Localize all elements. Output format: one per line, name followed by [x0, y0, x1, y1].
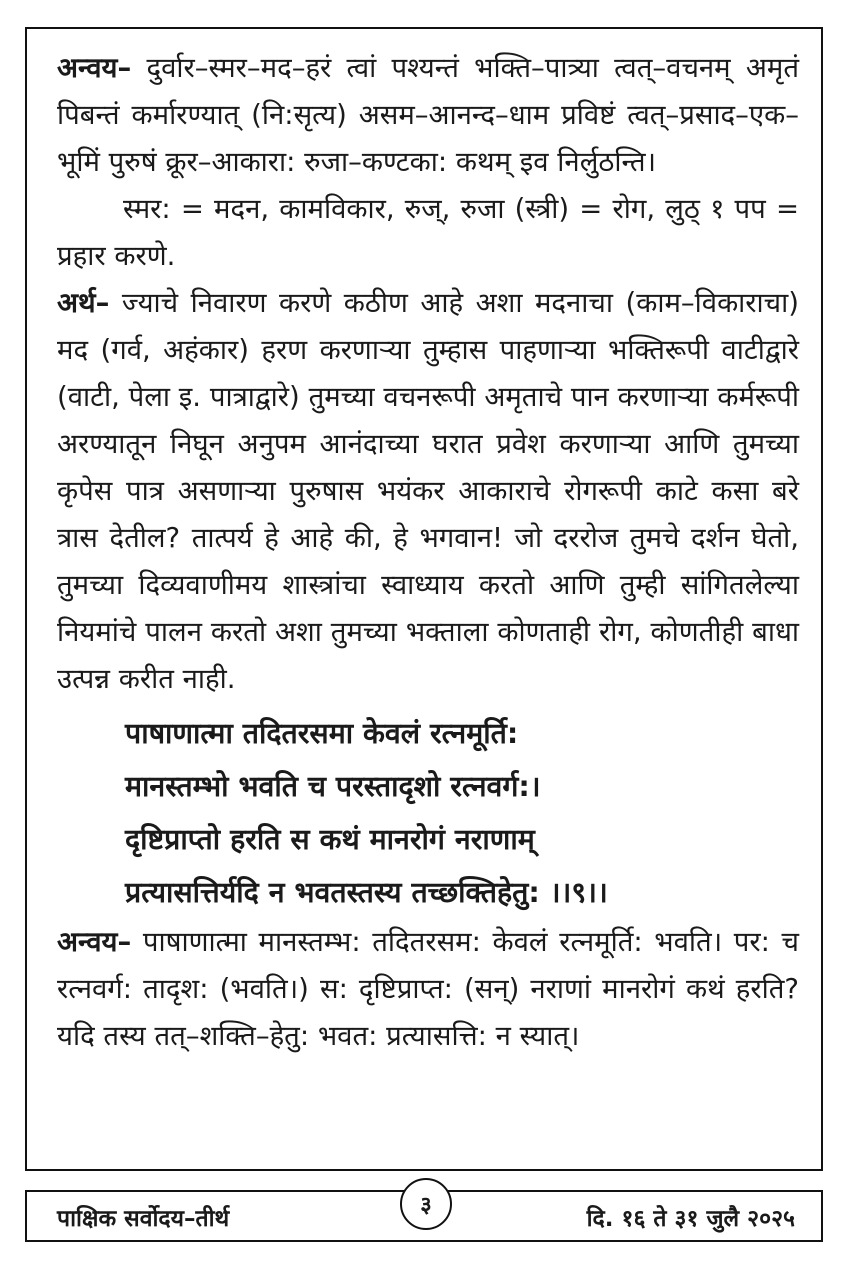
- verse-line: पाषाणात्मा तदितरसमा केवलं रत्नमूर्ति:: [125, 717, 519, 750]
- page-number: ३: [400, 1178, 452, 1230]
- verse-line: मानस्तम्भो भवति च परस्तादृशो रत्नवर्ग:।: [125, 770, 541, 803]
- page-content: [57, 45, 799, 1060]
- verse-line: दृष्टिप्राप्तो हरति स कथं मानरोगं नराणाम्: [125, 823, 535, 856]
- anvaya-label: अन्वय–: [57, 52, 132, 84]
- verse-line: प्रत्यासत्तिर्यदि न भवतस्तस्य तच्छक्तिहेतु: ।।९।।: [125, 876, 608, 909]
- anvaya-paragraph: [57, 45, 799, 186]
- anvaya-label-2: अन्वय–: [57, 926, 132, 958]
- glossary-paragraph: स्मर: = मदन, कामविकार, रुज्, रुजा (स्त्री) = रोग, लुठ् १ पप = प्रहार करणे.: [57, 193, 799, 272]
- anvaya-text-2: पाषाणात्मा मानस्तम्भ: तदितरसम: केवलं रत्नमूर्ति: भवति। पर: च रत्नवर्ग: तादृश: (भवति।) स: दृष्टिप्राप्त: (सन्) नराणां मानरोगं कथं हरति? यदि तस्य तत्–शक्ति–हेतु: भवत: प्रत्यासत्ति: न स्यात्।: [57, 926, 799, 1052]
- page-frame: [25, 27, 823, 1171]
- page-footer: [25, 1190, 823, 1242]
- artha-label: अर्थ–: [57, 287, 110, 319]
- issue-date: दि. १६ ते ३१ जुलै २०२५: [586, 1206, 795, 1232]
- verse-block: [57, 707, 799, 919]
- anvaya-paragraph-2: [57, 919, 799, 1060]
- artha-text: ज्याचे निवारण करणे कठीण आहे अशा मदनाचा (काम–विकाराचा) मद (गर्व, अहंकार) हरण करणाऱ्या तुम्हास पाहणाऱ्या भक्तिरूपी वाटीद्वारे (वाटी, पेला इ. पात्राद्वारे) तुमच्या वचनरूपी अमृताचे पान करणाऱ्या कर्मरूपी अरण्यातून निघून अनुपम आनंदाच्या घरात प्रवेश करणाऱ्या आणि तुमच्या कृपेस पात्र असणाऱ्या पुरुषास भयंकर आकाराचे रोगरूपी काटे कसा बरे त्रास देतील? तात्पर्य हे आहे की, हे भगवान! जो दररोज तुमचे दर्शन घेतो, तुमच्या दिव्यवाणीमय शास्त्रांचा स्वाध्याय करतो आणि तुम्ही सांगितलेल्या नियमांचे पालन करतो अशा तुमच्या भक्ताला कोणताही रोग, कोणतीही बाधा उत्पन्न करीत नाही.: [57, 287, 799, 695]
- anvaya-text: दुर्वार–स्मर–मद–हरं त्वां पश्यन्तं भक्ति–पात्र्या त्वत्–वचनम् अमृतं पिबन्तं कर्मारण्यात् (नि:सृत्य) असम–आनन्द–धाम प्रविष्टं त्वत्–प्रसाद–एक–भूमिं पुरुषं क्रूर–आकारा: रुजा–कण्टका: कथम् इव निर्लुठन्ति।: [57, 52, 799, 178]
- artha-paragraph: [57, 280, 799, 703]
- publication-title: पाक्षिक सर्वोदय–तीर्थ: [57, 1206, 230, 1232]
